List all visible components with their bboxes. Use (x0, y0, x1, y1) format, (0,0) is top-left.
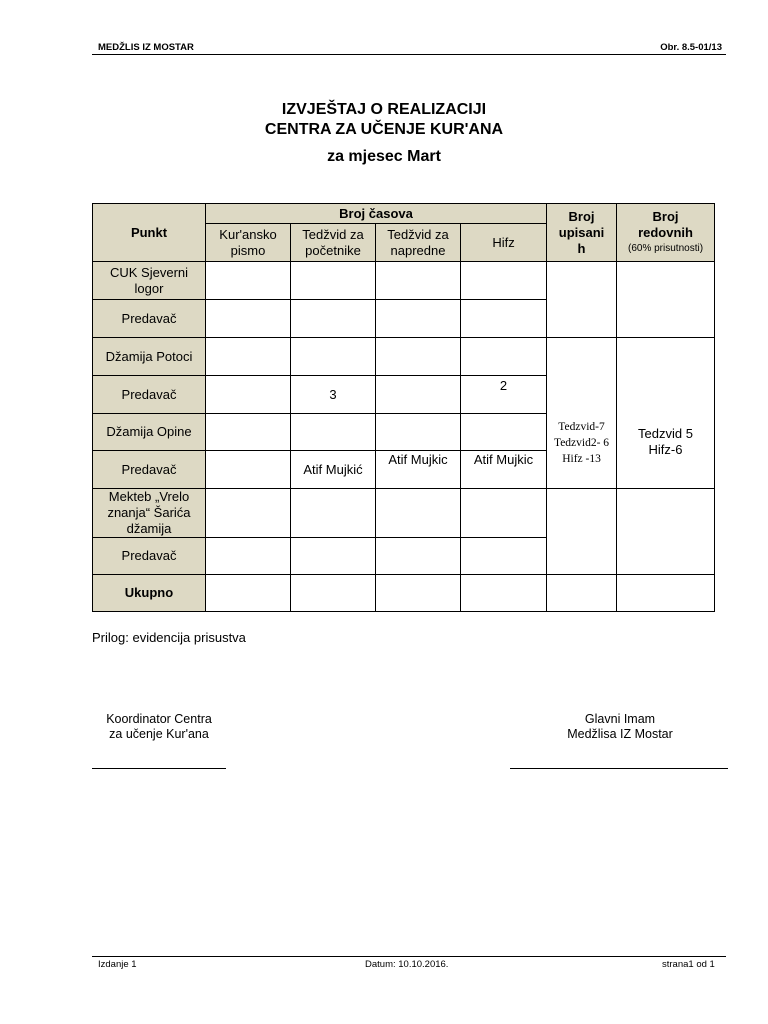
header-col2-l2: početnike (305, 242, 361, 258)
row-label-predavac: Predavač (93, 300, 206, 338)
redovnih-value-hifz: Hifz-6 (648, 442, 683, 457)
table-cell (376, 538, 461, 575)
table-cell (461, 575, 547, 612)
header-tedzvid-pocetnike (291, 224, 376, 262)
signature-imam (540, 712, 700, 742)
table-cell: Atif Mujkic (461, 451, 547, 489)
table-cell (206, 414, 291, 451)
row-label-l2: logor (134, 280, 164, 296)
row-label-predavac: Predavač (93, 451, 206, 489)
table-cell: Atif Mujkic (376, 451, 461, 489)
header-broj-casova: Broj časova (206, 204, 547, 224)
row-label-l2: znanja“ Šarića (107, 505, 191, 520)
signature-line-left (92, 768, 226, 769)
row-label-predavac: Predavač (93, 376, 206, 414)
table-cell (291, 538, 376, 575)
table-cell (206, 376, 291, 414)
signature-coordinator-l1: Koordinator Centra (106, 712, 212, 726)
table-cell (206, 451, 291, 489)
table-cell (461, 489, 547, 538)
redovnih-value-tedzvid: Tedzvid 5 (638, 426, 693, 441)
header-upisani-l2: upisani (558, 224, 605, 240)
table-cell (206, 575, 291, 612)
row-label (93, 489, 206, 538)
signature-imam-l2: Medžlisa IZ Mostar (567, 727, 673, 741)
table-cell (461, 338, 547, 376)
header-form-code: Obr. 8.5-01/13 (660, 42, 722, 53)
table-cell: Atif Mujkić (291, 451, 376, 489)
redovnih-group-cuk (617, 262, 715, 338)
attachment-note: Prilog: evidencija prisustva (92, 630, 246, 645)
upisani-group-mekteb (547, 489, 617, 575)
table-cell (461, 538, 547, 575)
header-kuransko-pismo (206, 224, 291, 262)
header-punkt: Punkt (93, 204, 206, 262)
table-cell: 3 (291, 376, 376, 414)
table-cell (376, 414, 461, 451)
table-cell (376, 489, 461, 538)
row-label: Džamija Potoci (93, 338, 206, 376)
signature-coordinator-l2: za učenje Kur'ana (109, 727, 209, 741)
report-title-line2: CENTRA ZA UČENJE KUR'ANA (264, 121, 504, 138)
footer-edition: Izdanje 1 (98, 959, 137, 970)
row-label-ukupno: Ukupno (93, 575, 206, 612)
table-cell (376, 338, 461, 376)
upisani-value-tedzvid2: Tedzvid2- 6 (553, 437, 610, 449)
redovnih-group-mekteb (617, 489, 715, 575)
table-cell (291, 262, 376, 300)
redovnih-group-potoci-opine (617, 338, 715, 489)
header-redovnih-note: (60% prisutnosti) (628, 242, 704, 254)
table-cell (547, 575, 617, 612)
table-cell (206, 338, 291, 376)
header-col3-l2: napredne (390, 242, 446, 258)
table-cell (291, 338, 376, 376)
header-col1-l1: Kur'ansko (219, 226, 277, 242)
header-redovnih-l2: redovnih (638, 224, 693, 240)
table-cell (206, 538, 291, 575)
row-label (93, 262, 206, 300)
header-redovnih-l1: Broj (652, 208, 679, 224)
row-label-l3: džamija (126, 521, 172, 536)
table-cell (206, 300, 291, 338)
table-cell (461, 262, 547, 300)
upisani-value-tedzvid: Tedzvid-7 (558, 421, 605, 433)
upisani-group-potoci-opine (547, 338, 617, 489)
report-table (92, 203, 715, 612)
table-cell (376, 262, 461, 300)
header-upisani-l3: h (577, 240, 586, 256)
table-cell (206, 262, 291, 300)
table-cell (291, 575, 376, 612)
row-label-predavac: Predavač (93, 538, 206, 575)
row-label: Džamija Opine (93, 414, 206, 451)
header-col1-l2: pismo (230, 242, 266, 258)
signature-line-right (510, 768, 728, 769)
table-cell (206, 489, 291, 538)
table-cell: 2 (461, 376, 547, 414)
upisani-value-hifz: Hifz -13 (562, 453, 601, 465)
table-cell (461, 300, 547, 338)
table-cell (461, 414, 547, 451)
table-cell (376, 376, 461, 414)
footer-divider (92, 956, 726, 957)
table-cell (291, 489, 376, 538)
header-col2-l1: Tedžvid za (302, 226, 364, 242)
signature-imam-l1: Glavni Imam (584, 712, 656, 726)
header-tedzvid-napredne (376, 224, 461, 262)
header-broj-redovnih (617, 204, 715, 262)
header-divider (92, 54, 726, 55)
table-cell (376, 575, 461, 612)
table-cell (291, 414, 376, 451)
table-cell (291, 300, 376, 338)
header-upisani-l1: Broj (568, 208, 595, 224)
row-label-l1: Mekteb „Vrelo (108, 489, 190, 504)
header-organization: MEDŽLIS IZ MOSTAR (98, 42, 194, 53)
footer-date: Datum: 10.10.2016. (365, 959, 449, 970)
header-broj-upisanih (547, 204, 617, 262)
footer-page-number: strana1 od 1 (662, 959, 715, 970)
header-hifz: Hifz (461, 224, 547, 262)
table-cell (376, 300, 461, 338)
header-col3-l1: Tedžvid za (387, 226, 449, 242)
report-month: za mjesec Mart (327, 148, 441, 165)
row-label-l1: CUK Sjeverni (109, 264, 189, 280)
report-title-line1: IZVJEŠTAJ O REALIZACIJI (281, 101, 487, 118)
table-cell (617, 575, 715, 612)
signature-coordinator (92, 712, 226, 742)
upisani-group-cuk (547, 262, 617, 338)
